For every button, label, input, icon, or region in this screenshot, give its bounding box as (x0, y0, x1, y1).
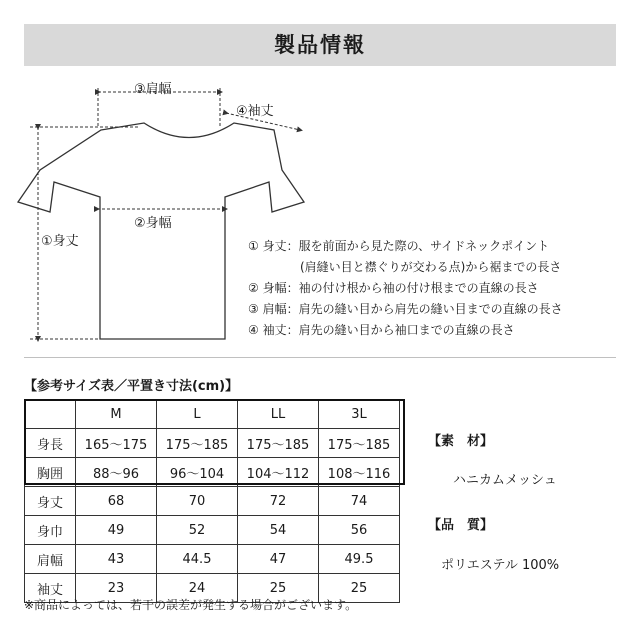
table-cell: 175～185 (319, 429, 400, 458)
header-band (24, 24, 616, 66)
table-row (25, 516, 400, 545)
table-cell: 72 (238, 487, 319, 516)
section-divider (24, 357, 616, 358)
length-label: ①身丈 (41, 234, 79, 249)
column-header: 3L (319, 400, 400, 429)
table-cell: 25 (319, 574, 400, 603)
table-row (25, 429, 400, 458)
note-line: ③ 肩幅：肩先の縫い目から肩先の縫い目までの直線の長さ (248, 302, 563, 316)
table-cell: 25 (238, 574, 319, 603)
table-cell: 96～104 (157, 458, 238, 487)
table-cell: 43 (76, 545, 157, 574)
table-cell: 108～116 (319, 458, 400, 487)
row-label: 身長 (25, 429, 76, 458)
row-label: 袖丈 (25, 574, 76, 603)
table-header-row (25, 400, 400, 429)
size-table (24, 399, 400, 603)
column-header: L (157, 400, 238, 429)
row-label: 身巾 (25, 516, 76, 545)
table-cell: 104～112 (238, 458, 319, 487)
material-value: ハニカムメッシュ (453, 473, 557, 488)
quality-label: 【品 質】 (428, 518, 494, 533)
table-cell: 52 (157, 516, 238, 545)
table-cell: 70 (157, 487, 238, 516)
table-corner (25, 400, 76, 429)
table-cell: 49 (76, 516, 157, 545)
table-cell: 68 (76, 487, 157, 516)
chest-label: ②身幅 (134, 216, 172, 231)
quality-value: ポリエステル 100% (441, 558, 560, 573)
table-cell: 49.5 (319, 545, 400, 574)
table-cell: 44.5 (157, 545, 238, 574)
note-line: ① 身丈：服を前面から見た際の、サイドネックポイント (248, 239, 550, 253)
table-cell: 165～175 (76, 429, 157, 458)
material-label: 【素 材】 (428, 434, 494, 449)
table-cell: 54 (238, 516, 319, 545)
table-row (25, 458, 400, 487)
row-label: 肩幅 (25, 545, 76, 574)
note-line: (肩縫い目と襟ぐりが交わる点)から裾までの長さ (300, 260, 562, 274)
table-cell: 56 (319, 516, 400, 545)
table-row (25, 545, 400, 574)
page-title: 製品情報 (274, 33, 366, 57)
column-header: M (76, 400, 157, 429)
note-line: ④ 袖丈：肩先の縫い目から袖口までの直線の長さ (248, 323, 515, 337)
table-cell: 175～185 (238, 429, 319, 458)
table-cell: 74 (319, 487, 400, 516)
table-cell: 175～185 (157, 429, 238, 458)
shoulder-label: ③肩幅 (134, 82, 172, 97)
sleeve-label: ④袖丈 (236, 104, 274, 119)
table-cell: 47 (238, 545, 319, 574)
column-header: LL (238, 400, 319, 429)
row-label: 身丈 (25, 487, 76, 516)
row-label: 胸囲 (25, 458, 76, 487)
table-row (25, 487, 400, 516)
table-cell: 88～96 (76, 458, 157, 487)
note-line: ② 身幅：袖の付け根から袖の付け根までの直線の長さ (248, 281, 539, 295)
table-cell: 23 (76, 574, 157, 603)
measurement-notes (248, 236, 563, 341)
size-table-heading: 【参考サイズ表／平置き寸法(cm)】 (24, 379, 239, 394)
table-cell: 24 (157, 574, 238, 603)
footnote: ※商品によっては、若干の誤差が発生する場合がございます。 (24, 598, 358, 612)
